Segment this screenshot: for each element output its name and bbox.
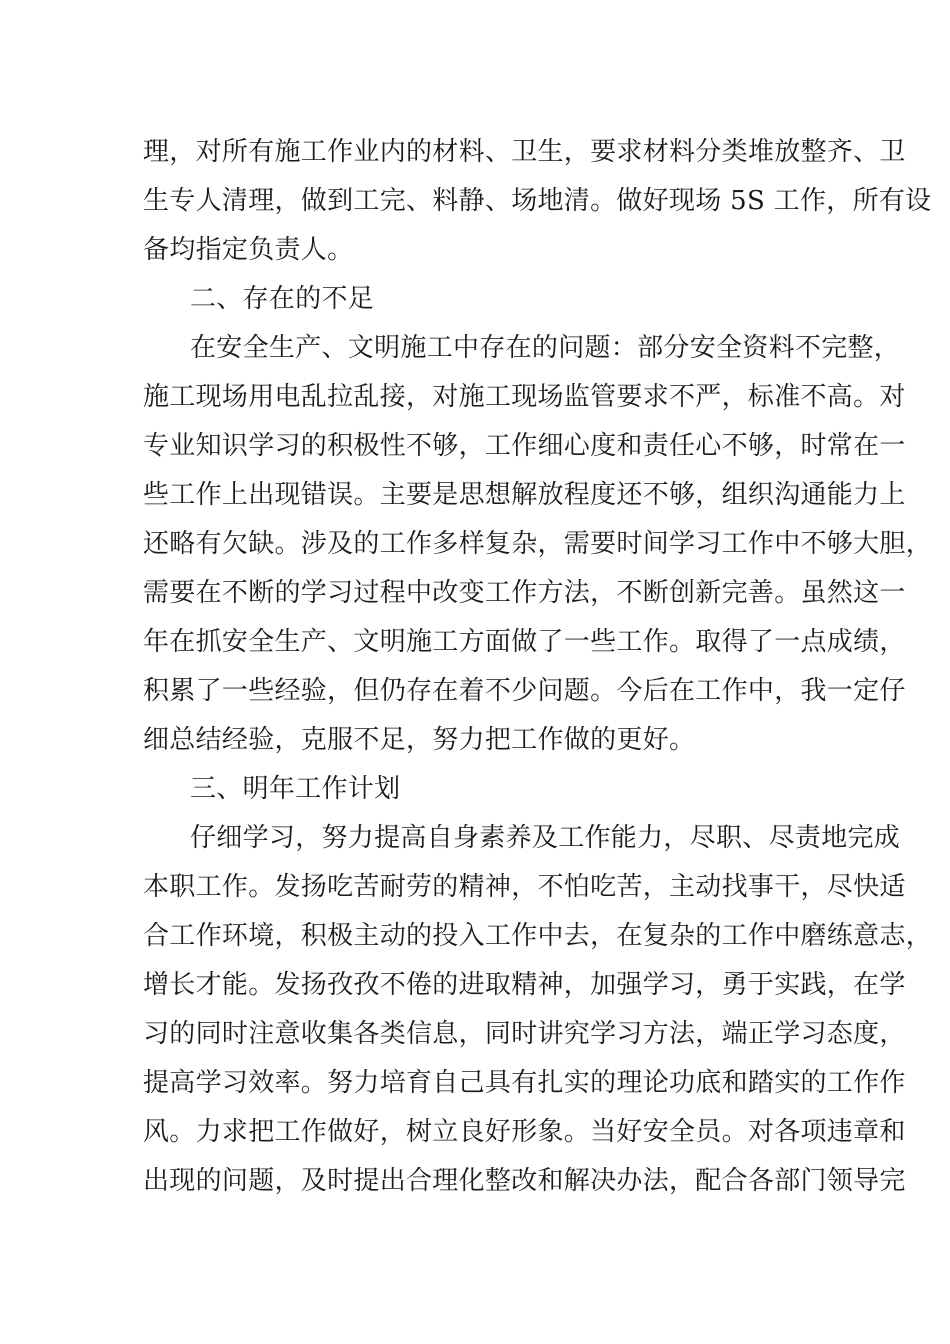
text-line: 合工作环境，积极主动的投入工作中去，在复杂的工作中磨练意志， [143, 921, 933, 951]
text-line: 出现的问题，及时提出合理化整改和解决办法，配合各部门领导完 [143, 1166, 906, 1196]
text-line: 些工作上出现错误。主要是思想解放程度还不够，组织沟通能力上 [143, 480, 906, 510]
text-line: 增长才能。发扬孜孜不倦的进取精神，加强学习，勇于实践，在学 [143, 970, 906, 1000]
text-line: 需要在不断的学习过程中改变工作方法，不断创新完善。虽然这一 [143, 578, 906, 608]
text-line: 理，对所有施工作业内的材料、卫生，要求材料分类堆放整齐、卫 [143, 137, 906, 167]
text-line: 习的同时注意收集各类信息，同时讲究学习方法，端正学习态度， [143, 1019, 906, 1049]
text-line: 还略有欠缺。涉及的工作多样复杂，需要时间学习工作中不够大胆， [143, 529, 933, 559]
text-line: 积累了一些经验，但仍存在着不少问题。今后在工作中，我一定仔 [143, 676, 906, 706]
text-line: 细总结经验，克服不足，努力把工作做的更好。 [143, 725, 696, 755]
text-line: 专业知识学习的积极性不够，工作细心度和责任心不够，时常在一 [143, 431, 906, 461]
text-line: 提高学习效率。努力培育自己具有扎实的理论功底和踏实的工作作 [143, 1068, 906, 1098]
text-line: 仔细学习，努力提高自身素养及工作能力，尽职、尽责地完成 [190, 823, 901, 853]
section-heading: 三、明年工作计划 [190, 774, 401, 804]
text-line: 备均指定负责人。 [143, 235, 354, 265]
text-line: 生专人清理，做到工完、料静、场地清。做好现场 5S 工作，所有设 [143, 186, 932, 216]
text-line: 在安全生产、文明施工中存在的问题：部分安全资料不完整， [190, 333, 901, 363]
text-line: 风。力求把工作做好，树立良好形象。当好安全员。对各项违章和 [143, 1117, 906, 1147]
text-line: 年在抓安全生产、文明施工方面做了一些工作。取得了一点成绩， [143, 627, 906, 657]
section-heading: 二、存在的不足 [190, 284, 375, 314]
text-line: 施工现场用电乱拉乱接，对施工现场监管要求不严，标准不高。对 [143, 382, 906, 412]
text-line: 本职工作。发扬吃苦耐劳的精神，不怕吃苦，主动找事干，尽快适 [143, 872, 906, 902]
